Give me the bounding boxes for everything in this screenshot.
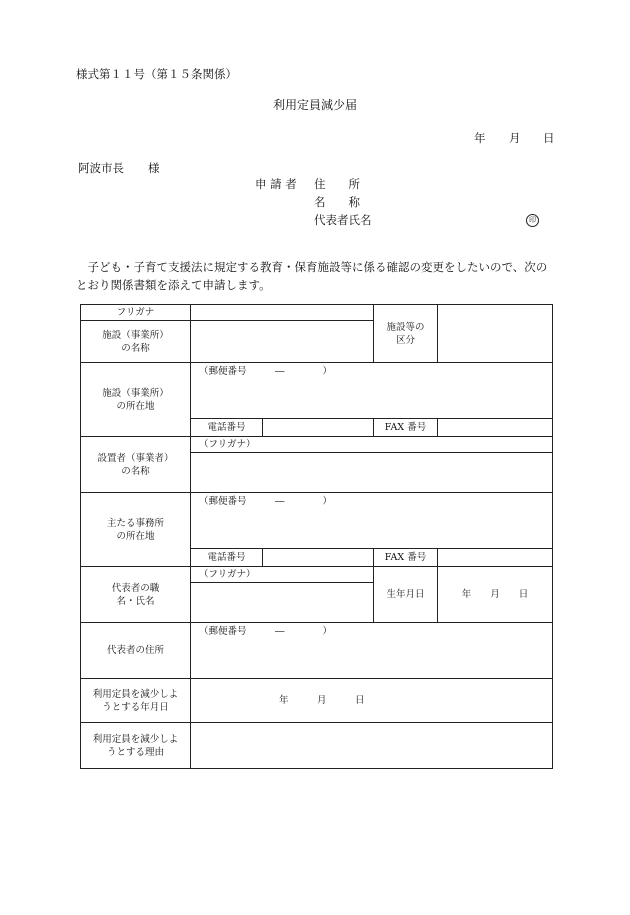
reduce-reason-label: 利用定員を減少しようとする理由 xyxy=(81,723,191,769)
rep-address-label: 代表者の住所 xyxy=(81,623,191,679)
applicant-rep-label: 代表者氏名 xyxy=(314,213,372,227)
main-office-field[interactable] xyxy=(191,493,553,549)
document-title: 利用定員減少届 xyxy=(272,98,357,112)
birthdate-field[interactable]: 年 月 日 xyxy=(438,567,553,623)
facility-fax-label: FAX 番号 xyxy=(374,419,438,437)
facility-name-field[interactable] xyxy=(191,321,374,363)
facility-location-label: 施設（事業所）の所在地 xyxy=(81,363,191,437)
rep-title-label: 代表者の職名・氏名 xyxy=(81,567,191,623)
reduce-date-field[interactable]: 年 月 日 xyxy=(191,679,553,723)
facility-furigana-field[interactable] xyxy=(191,305,374,321)
applicant-label: 申 請 者 xyxy=(255,177,297,191)
facility-category-label: 施設等の区分 xyxy=(374,305,438,363)
reduce-reason-field[interactable] xyxy=(191,723,553,769)
application-table xyxy=(80,304,553,769)
facility-fax-field[interactable] xyxy=(438,419,553,437)
addressee-name: 阿波市長 xyxy=(78,161,124,175)
applicant-address-label: 住 所 xyxy=(314,177,360,191)
reduce-date-label: 利用定員を減少しようとする年月日 xyxy=(81,679,191,723)
facility-category-field[interactable] xyxy=(438,305,553,363)
office-postal-code: （郵便番号 ― ） xyxy=(199,496,333,507)
office-fax-label: FAX 番号 xyxy=(374,549,438,567)
furigana-label: フリガナ xyxy=(81,305,191,321)
office-fax-field[interactable] xyxy=(438,549,553,567)
date-day: 日 xyxy=(543,131,555,145)
rep-furigana-field[interactable]: （フリガナ） xyxy=(191,567,374,583)
seal-mark xyxy=(526,212,539,227)
date-year: 年 xyxy=(474,131,486,145)
applicant-name-label: 名 称 xyxy=(314,195,360,209)
facility-name-label: 施設（事業所）の名称 xyxy=(81,321,191,363)
seal-icon: 印 xyxy=(526,214,539,227)
facility-postal-code: （郵便番号 ― ） xyxy=(199,366,333,377)
founder-furigana-field[interactable]: （フリガナ） xyxy=(191,437,553,453)
founder-name-label: 設置者（事業者）の名称 xyxy=(81,437,191,493)
facility-phone-field[interactable] xyxy=(263,419,374,437)
addressee xyxy=(78,160,160,176)
office-phone-label: 電話番号 xyxy=(191,549,263,567)
rep-address-field[interactable] xyxy=(191,623,553,679)
birthdate-label: 生年月日 xyxy=(374,567,438,623)
date-month: 月 xyxy=(509,131,521,145)
founder-name-field[interactable] xyxy=(191,453,553,493)
rep-postal-code: （郵便番号 ― ） xyxy=(199,626,333,637)
rep-name-field[interactable] xyxy=(191,583,374,623)
addressee-honorific: 様 xyxy=(148,161,160,175)
body-text: 子ども・子育て支援法に規定する教育・保育施設等に係る確認の変更をしたいので、次のとおり関係書類を添えて申請します。 xyxy=(76,260,548,292)
main-office-label: 主たる事務所の所在地 xyxy=(81,493,191,567)
facility-location-field[interactable] xyxy=(191,363,553,419)
facility-phone-label: 電話番号 xyxy=(191,419,263,437)
office-phone-field[interactable] xyxy=(263,549,374,567)
form-number: 様式第１１号（第１５条関係） xyxy=(76,67,237,81)
